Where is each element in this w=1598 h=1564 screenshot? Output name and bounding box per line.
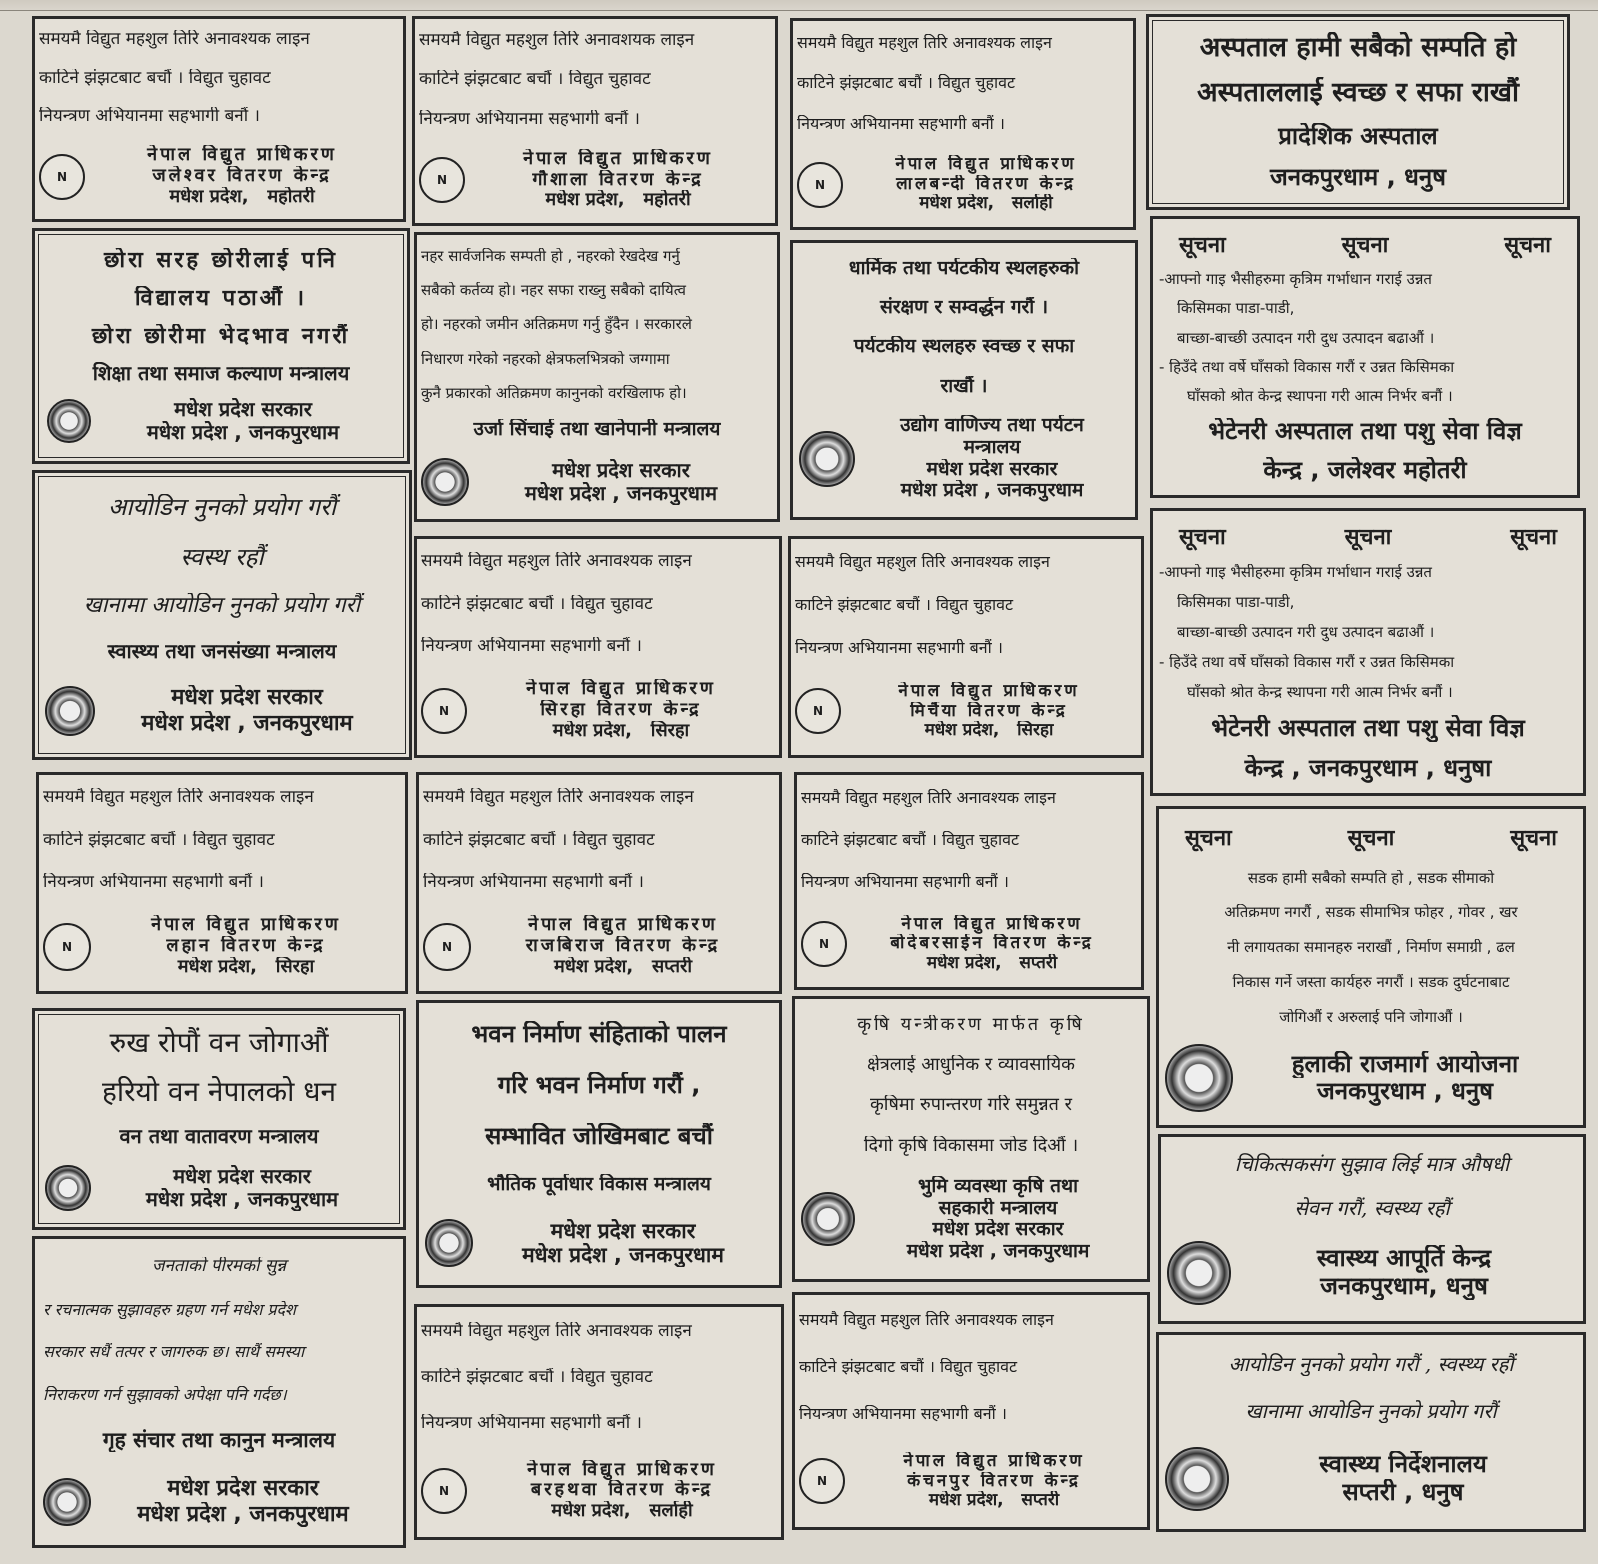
forest-line: हरियो वन नेपालको धन: [101, 1076, 337, 1109]
nepal-emblem-icon: [421, 458, 469, 506]
nea-center: बोदेबरसाईन वितरण केन्द्र: [890, 934, 1094, 954]
gov-place: मधेश प्रदेश , जनकपुरधाम: [145, 1187, 339, 1211]
home-line: सरकार सधैं तत्पर र जागरुक छ। साथैं समस्या: [43, 1343, 305, 1362]
ministry-name: शिक्षा तथा समाज कल्याण मन्त्रालय: [92, 362, 350, 386]
tourism-ad: [790, 240, 1138, 520]
nepal-emblem-icon: [425, 1219, 473, 1267]
vet-line: घाँसको श्रोत केन्द्र स्थापना गरी आत्म निर्भर बनौं ।: [1187, 388, 1453, 406]
agri-line: कृषि यन्त्रीकरण मार्फत कृषि: [857, 1014, 1085, 1035]
ministry-name: भौतिक पूर्वाधार विकास मन्त्रालय: [487, 1173, 711, 1195]
gov-name: मधेश प्रदेश सरकार: [552, 459, 690, 483]
iodine-line: आयोडिन नुनको प्रयोग गरौं: [107, 493, 337, 521]
road-line: निकास गर्ने जस्ता कार्यहरु नगरौं । सडक दुर्घटनाबाट: [1232, 974, 1510, 992]
forest-ad: [32, 1008, 406, 1230]
notice-word: सूचना: [1510, 525, 1557, 551]
nea-org: नेपाल विद्युत प्राधिकरण: [523, 148, 713, 169]
nea-district: सिरहा: [650, 720, 690, 741]
nepal-emblem-icon: [1165, 1447, 1229, 1511]
vet-line: बाच्छा-बाच्छी उत्पादन गरी दुध उत्पादन बढाऔं ।: [1177, 329, 1435, 347]
road-line: नी लगायतका समानहरु नराखौं , निर्माण समाग्री , ढल: [1227, 939, 1515, 957]
building-code-ad: [416, 1000, 782, 1288]
nea-district: महोतरी: [267, 186, 315, 207]
nea-text: समयमै विद्युत महशुल तिरि अनावश्यक लाइन: [421, 1322, 692, 1342]
nea-logo-icon: N: [419, 157, 465, 203]
hospital-line: अस्पताललाई स्वच्छ र सफा राखौं: [1197, 77, 1519, 109]
nea-center: गौशाला वितरण केन्द्र: [532, 169, 704, 190]
notice-word: सूचना: [1504, 233, 1551, 259]
health-directorate: स्वास्थ्य निर्देशनालय: [1319, 1451, 1487, 1479]
gov-place: मधेश प्रदेश , जनकपुरधाम: [141, 710, 353, 736]
gov-name: मधेश प्रदेश सरकार: [550, 1218, 696, 1243]
ministry-name: उर्जा सिंचाई तथा खानेपानी मन्त्रालय: [473, 419, 721, 441]
nea-logo-icon: N: [423, 923, 471, 971]
agri-line: दिगो कृषि विकासमा जोड दिऔं ।: [863, 1135, 1079, 1156]
nea-text: काटिने झंझटबाट बचौं । विद्युत चुहावट: [797, 74, 1016, 93]
nea-text: नियन्त्रण अभियानमा सहभागी बनौं ।: [795, 639, 1003, 658]
gov-name: मधेश प्रदेश सरकार: [173, 1164, 311, 1188]
vet-line: - हिउँदे तथा वर्षे घाँसको विकास गरौं र उन्नत किसिमका: [1159, 359, 1455, 377]
nea-text: नियन्त्रण अभियानमा सहभागी बनौं ।: [801, 872, 1009, 891]
ministry-name: वन तथा वातावरण मन्त्रालय: [119, 1125, 319, 1149]
vet-line: किसिमका पाडा-पाडी,: [1177, 594, 1295, 612]
vet-line: घाँसको श्रोत केन्द्र स्थापना गरी आत्म निर्भर बनौं ।: [1187, 684, 1453, 702]
canal-line: नहर सार्वजनिक सम्पती हो , नहरको रेखदेख गर्नु: [421, 247, 680, 265]
gov-name: मधेश प्रदेश सरकार: [171, 685, 323, 711]
notice-word: सूचना: [1185, 825, 1232, 851]
girls-line: छोरा छोरीमा भेदभाव नगरौं: [91, 324, 351, 350]
iodine-directorate-ad: [1156, 1332, 1586, 1532]
nea-ad-jaleshwar: [32, 16, 406, 222]
road-line: अतिक्रमण नगरौं , सडक सीमाभित्र फोहर , गोवर , खर: [1224, 904, 1518, 922]
hospital-name: प्रादेशिक अस्पताल: [1278, 122, 1438, 150]
road-place: जनकपुरधाम , धनुष: [1316, 1078, 1494, 1106]
gov-name: मधेश प्रदेश सरकार: [167, 1476, 319, 1502]
nea-text: काटिने झंझटबाट बचौं । विद्युत चुहावट: [795, 596, 1014, 615]
vet-org: भेटेनरी अस्पताल तथा पशु सेवा विज्ञ: [1211, 714, 1525, 742]
nea-text: समयमै विद्युत महशुल तिरि अनावश्यक लाइन: [799, 1311, 1054, 1330]
nea-province: मधेश प्रदेश,: [552, 720, 632, 741]
gov-name: मधेश प्रदेश सरकार: [926, 458, 1058, 480]
girls-education-ad: [32, 228, 410, 464]
medicine-ad: [1158, 1134, 1586, 1324]
nea-org: नेपाल विद्युत प्राधिकरण: [151, 915, 341, 936]
nea-logo-icon: N: [43, 923, 91, 971]
tourism-line: पर्यटकीय स्थलहरु स्वच्छ र सफा: [853, 336, 1075, 358]
nea-province: मधेश प्रदेश,: [926, 953, 1002, 973]
hospital-place: जनकपुरधाम , धनुष: [1269, 164, 1447, 192]
nea-org: नेपाल विद्युत प्राधिकरण: [895, 155, 1077, 175]
nea-text: काटिने झंझटबाट बचौं । विद्युत चुहावट: [39, 68, 271, 88]
nea-province: मधेश प्रदेश,: [169, 186, 249, 207]
vet-line: -आफ्नो गाइ भैसीहरुमा कृत्रिम गर्भाधान गराई उन्नत: [1159, 271, 1432, 289]
vet-notice-jaleshwar: [1150, 216, 1580, 498]
nea-text: काटिने झंझटबाट बचौं । विद्युत चुहावट: [43, 830, 275, 850]
hospital-ad: [1146, 14, 1570, 210]
nepal-emblem-icon: [45, 686, 95, 736]
nea-logo-icon: N: [799, 1458, 845, 1504]
nea-province: मधेश प्रदेश,: [177, 956, 257, 977]
iodine-line: स्वस्थ रहौं: [180, 543, 264, 571]
nea-text: नियन्त्रण अभियानमा सहभागी बनौं ।: [43, 873, 264, 893]
nea-text: समयमै विद्युत महशुल तिरि अनावश्यक लाइन: [801, 788, 1056, 807]
agri-line: कृषिमा रुपान्तरण गरि समुन्नत र: [869, 1095, 1072, 1116]
medicine-line: चिकित्सकसंग सुझाव लिई मात्र औषधी: [1234, 1153, 1510, 1177]
nea-text: नियन्त्रण अभियानमा सहभागी बनौं ।: [419, 109, 640, 129]
ministry-name: गृह संचार तथा कानुन मन्त्रालय: [102, 1428, 336, 1453]
notice-word: सूचना: [1179, 233, 1226, 259]
nea-text: समयमै विद्युत महशुल तिरि अनावश्यक लाइन: [423, 788, 694, 808]
gov-place: मधेश प्रदेश , जनकपुरधाम: [906, 1241, 1090, 1263]
nepal-emblem-icon: [801, 1192, 855, 1246]
home-line: र रचनात्मक सुझावहरु ग्रहण गर्न मधेश प्रदेश: [43, 1300, 296, 1319]
nea-text: काटिने झंझटबाट बचौं । विद्युत चुहावट: [419, 70, 651, 90]
nea-text: समयमै विद्युत महशुल तिरि अनावश्यक लाइन: [39, 30, 310, 50]
gov-name: मधेश प्रदेश सरकार: [932, 1219, 1064, 1241]
nea-center: सिरहा वितरण केन्द्र: [540, 700, 702, 721]
nea-district: सर्लाही: [1011, 194, 1053, 214]
nea-center: बरहथवा वितरण केन्द्र: [530, 1480, 714, 1501]
nea-center: लालबन्दी वितरण केन्द्र: [896, 174, 1076, 194]
ministry-name: स्वास्थ्य तथा जनसंख्या मन्त्रालय: [107, 640, 337, 664]
nea-center: कंचनपुर वितरण केन्द्र: [907, 1471, 1081, 1491]
nea-text: समयमै विद्युत महशुल तिरि अनावश्यक लाइन: [43, 788, 314, 808]
gov-place: मधेश प्रदेश , जनकपुरधाम: [900, 480, 1084, 502]
medicine-org: स्वास्थ्य आपूर्ति केन्द्र: [1316, 1245, 1492, 1273]
health-directorate-place: सप्तरी , धनुष: [1342, 1479, 1464, 1506]
nea-ad-siraha: [414, 536, 782, 758]
nea-text: नियन्त्रण अभियानमा सहभागी बनौं ।: [797, 114, 1005, 133]
canal-ad: [414, 232, 780, 522]
nea-text: काटिने झंझटबाट बचौं । विद्युत चुहावट: [421, 594, 653, 614]
nea-center: मिर्चैया वितरण केन्द्र: [910, 701, 1068, 721]
nea-province: मधेश प्रदेश,: [553, 956, 634, 977]
nea-center: जलेश्वर वितरण केन्द्र: [152, 166, 332, 187]
building-line: गरि भवन निर्माण गरौं ,: [497, 1071, 701, 1099]
nea-text: नियन्त्रण अभियानमा सहभागी बनौं ।: [421, 1413, 642, 1433]
gov-place: मधेश प्रदेश , जनकपुरधाम: [146, 421, 340, 445]
nea-org: नेपाल विद्युत प्राधिकरण: [898, 682, 1080, 702]
nea-text: समयमै विद्युत महशुल तिरि अनावश्यक लाइन: [795, 553, 1050, 572]
nea-text: काटिने झंझटबाट बचौं । विद्युत चुहावट: [801, 830, 1020, 849]
notice-word: सूचना: [1341, 233, 1389, 259]
nea-district: महोतरी: [643, 190, 691, 211]
nea-province: मधेश प्रदेश,: [551, 1501, 631, 1522]
canal-line: निधारण गरेको नहरको क्षेत्रफलभित्रको जग्गामा: [421, 350, 670, 368]
nea-district: सिरहा: [1017, 721, 1054, 741]
notice-word: सूचना: [1347, 825, 1395, 851]
iodine-salt-ad: [32, 470, 412, 760]
nea-org: नेपाल विद्युत प्राधिकरण: [526, 679, 716, 700]
tourism-line: राखौं ।: [940, 375, 988, 397]
nea-center: लहान वितरण केन्द्र: [166, 936, 326, 957]
canal-line: सबैको कर्तव्य हो। नहर सफा राख्नु सबैको दायित्व: [421, 281, 687, 299]
nea-logo-icon: N: [421, 1468, 467, 1514]
agriculture-ad: [792, 996, 1150, 1282]
home-line: निराकरण गर्न सुझावको अपेक्षा पनि गर्दछ।: [43, 1385, 287, 1404]
nea-logo-icon: N: [801, 921, 847, 967]
nea-province: मधेश प्रदेश,: [924, 721, 1000, 741]
nea-logo-icon: N: [39, 154, 85, 200]
nea-logo-icon: N: [421, 688, 467, 734]
nea-province: मधेश प्रदेश,: [928, 1491, 1004, 1511]
ministry-name: भुमि व्यवस्था कृषि तथा: [917, 1175, 1079, 1197]
nea-org: नेपाल विद्युत प्राधिकरण: [527, 1459, 717, 1480]
ministry-name: उद्योग वाणिज्य तथा पर्यटन: [900, 414, 1084, 436]
canal-line: कुनै प्रकारको अतिक्रमण कानुनको वरखिलाफ हो।: [421, 385, 687, 403]
girls-line: विद्यालय पठाऔं ।: [134, 285, 308, 311]
road-notice: [1156, 806, 1586, 1128]
nepal-emblem-icon: [799, 431, 855, 487]
nea-ad-bodebarsain: [794, 772, 1144, 990]
nepal-emblem-icon: [1165, 1044, 1233, 1112]
notice-word: सूचना: [1179, 525, 1226, 551]
tourism-line: धार्मिक तथा पर्यटकीय स्थलहरुको: [848, 257, 1080, 279]
vet-line: किसिमका पाडा-पाडी,: [1177, 300, 1295, 318]
medicine-place: जनकपुरधाम, धनुष: [1320, 1272, 1488, 1300]
nea-text: नियन्त्रण अभियानमा सहभागी बनौं ।: [423, 873, 644, 893]
nea-signature: [39, 145, 399, 207]
nea-center: राजबिराज वितरण केन्द्र: [525, 936, 721, 957]
nea-district: सप्तरी: [1021, 1491, 1060, 1511]
nea-ad-rajbiraj: [416, 772, 782, 994]
girls-line: छोरा सरह छोरीलाई पनि: [104, 247, 338, 273]
nea-logo-icon: N: [795, 688, 841, 734]
nea-ad-kanchanpur: [792, 1292, 1150, 1530]
hospital-line: अस्पताल हामी सबैको सम्पति हो: [1199, 32, 1517, 64]
nea-province: मधेश प्रदेश,: [919, 194, 995, 214]
iodine-line: खानामा आयोडिन नुनको प्रयोग गरौं: [83, 593, 361, 619]
vet-line: बाच्छा-बाच्छी उत्पादन गरी दुध उत्पादन बढाऔं ।: [1177, 624, 1435, 642]
forest-line: रुख रोपौं वन जोगाऔं: [109, 1027, 329, 1060]
home-line: जनताको पीरमर्का सुन्न: [151, 1257, 287, 1277]
nea-province: मधेश प्रदेश,: [545, 190, 625, 211]
building-line: भवन निर्माण संहिताको पालन: [471, 1020, 727, 1048]
nea-text: समयमै विद्युत महशुल तिरि अनावश्यक लाइन: [421, 552, 692, 572]
vet-line: - हिउँदे तथा वर्षे घाँसको विकास गरौं र उन्नत किसिमका: [1159, 654, 1455, 672]
building-line: सम्भावित जोखिमबाट बचौं: [485, 1122, 713, 1150]
road-line: सडक हामी सबैको सम्पति हो , सडक सीमाको: [1247, 869, 1495, 887]
nea-ad-mirchaiya: [788, 536, 1144, 758]
nepal-emblem-icon: [1167, 1241, 1231, 1305]
nea-district: सिरहा: [275, 956, 315, 977]
medicine-line: सेवन गरौं, स्वस्थ्य रहौं: [1294, 1196, 1450, 1220]
gov-place: मधेश प्रदेश , जनकपुरधाम: [137, 1501, 349, 1527]
vet-org: केन्द्र , जलेश्वर महोतरी: [1263, 457, 1467, 485]
vet-org: भेटेनरी अस्पताल तथा पशु सेवा विज्ञ: [1208, 417, 1522, 445]
road-line: जोगिऔं र अरुलाई पनि जोगाऔं ।: [1279, 1009, 1463, 1027]
nea-text: काटिने झंझटबाट बचौं । विद्युत चुहावट: [421, 1368, 653, 1388]
nea-text: काटिने झंझटबाट बचौं । विद्युत चुहावट: [423, 830, 655, 850]
nea-org: नेपाल विद्युत प्राधिकरण: [147, 145, 337, 166]
top-strip: [0, 0, 1598, 11]
tourism-line: संरक्षण र सम्वर्द्धन गरौं ।: [879, 297, 1049, 318]
road-org: हुलाकी राजमार्ग आयोजना: [1291, 1050, 1519, 1078]
gov-name: मधेश प्रदेश सरकार: [174, 398, 312, 422]
nea-ad-lahan: [36, 772, 408, 994]
nea-text: समयमै विद्युत महशुल तिरि अनावश्यक लाइन: [797, 34, 1052, 53]
vet-org: केन्द्र , जनकपुरधाम , धनुषा: [1244, 754, 1492, 782]
iodine-line: आयोडिन नुनको प्रयोग गरौं , स्वस्थ्य रहौं: [1228, 1353, 1514, 1376]
nea-text: नियन्त्रण अभियानमा सहभागी बनौं ।: [39, 107, 260, 127]
nea-text: नियन्त्रण अभियानमा सहभागी बनौं ।: [799, 1405, 1007, 1424]
nea-text: काटिने झंझटबाट बचौं । विद्युत चुहावट: [799, 1358, 1018, 1377]
nea-ad-gaushala: [412, 16, 778, 226]
nea-logo-icon: N: [797, 162, 843, 208]
nepal-emblem-icon: [43, 1478, 91, 1526]
canal-line: हो। नहरको जमीन अतिक्रमण गर्नु हुँदैन । सरकारले: [421, 316, 692, 334]
nea-org: नेपाल विद्युत प्राधिकरण: [528, 915, 718, 936]
nea-district: सप्तरी: [652, 956, 693, 977]
vet-notice-janakpur: [1150, 508, 1586, 796]
gov-place: मधेश प्रदेश , जनकपुरधाम: [522, 1243, 724, 1268]
nea-org: नेपाल विद्युत प्राधिकरण: [901, 914, 1083, 934]
nea-text: नियन्त्रण अभियानमा सहभागी बनौं ।: [421, 637, 642, 657]
gov-place: मधेश प्रदेश , जनकपुरधाम: [524, 482, 718, 506]
iodine-line: खानामा आयोडिन नुनको प्रयोग गरौं: [1245, 1400, 1497, 1423]
ministry-name: मन्त्रालय: [963, 436, 1021, 458]
notice-word: सूचना: [1344, 525, 1392, 551]
nea-district: सर्लाही: [649, 1501, 693, 1522]
vet-line: -आफ्नो गाइ भैसीहरुमा कृत्रिम गर्भाधान गराई उन्नत: [1159, 564, 1432, 582]
nea-ad-barahathawa: [414, 1304, 784, 1540]
ministry-name: सहकारी मन्त्रालय: [938, 1197, 1058, 1219]
nea-district: सप्तरी: [1019, 953, 1058, 973]
nea-ad-lalbandi: [790, 18, 1136, 230]
agri-line: क्षेत्रलाई आधुनिक र व्यावसायिक: [866, 1055, 1076, 1076]
nea-org: नेपाल विद्युत प्राधिकरण: [903, 1452, 1085, 1472]
nepal-emblem-icon: [45, 1165, 91, 1211]
nepal-emblem-icon: [47, 399, 91, 443]
notice-word: सूचना: [1510, 825, 1557, 851]
home-ministry-ad: [32, 1236, 406, 1548]
nea-text: समयमै विद्युत महशुल तिरि अनावशयक लाइन: [419, 30, 695, 50]
